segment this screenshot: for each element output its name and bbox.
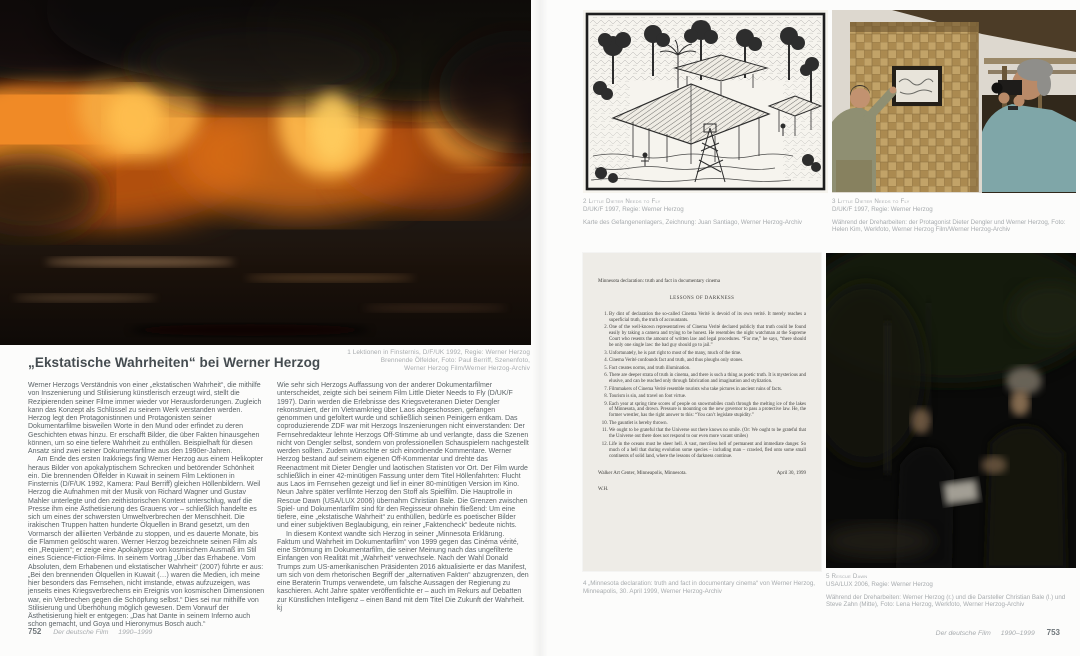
caption-3-description: Während der Dreharbeiten: der Protagonist Dieter Dengler und Werner Herzog, Foto: Helen Kim, Werkfoto, Werner Herzog Film/Werner Herzog-Archiv [832,218,1066,234]
caption-1-line2: Brennende Ölfelder, Foto: Paul Berriff, Szenenfoto, [380,357,530,365]
burning-oilfields-photo [0,0,531,345]
caption-5-description: Während der Dreharbeiten: Werner Herzog (r.) und die Darsteller Christian Bale (l.) und Steve Zahn (Mitte), Foto: Lena Herzog, Werkfoto, Werner Herzog-Archiv [826,593,1066,609]
document-item: 9. Each year at spring time scores of people on snowmobiles crash through the melting ice of the lakes of Minnesota, and drown. Pressure is mounting on the new governor to pass a protective law. He, the former wrestler, has the right answer to this: “You can’t legislate stupidity.” [609,402,806,420]
document-item: 7. Filmmakers of Cinema Verité resemble tourists who take pictures in ancient ruins of facts. [609,387,806,393]
text-column-1 [28,382,265,630]
page-number-753: 753 [1046,628,1060,637]
caption-4-line1: 4 „Minnesota declaration: truth and fact in documentary cinema“ von Werner Herzog, [583,580,816,587]
caption-2-production: D/UK/F 1997, Regie: Werner Herzog [583,205,684,213]
caption-figure-3 [832,198,1078,234]
oil-fire-art [0,0,531,345]
document-footer [598,471,806,476]
caption-5-title: 5 Rescue Dawn [826,573,868,580]
caption-4-line2: Minneapolis, 30. April 1999, Werner Herzog-Archiv [583,587,722,595]
prison-camp-drawing [583,10,828,193]
minnesota-declaration-document [583,253,821,571]
document-title: Minnesota declaration: truth and fact in documentary cinema [598,279,721,284]
book-title: Der deutsche Film [53,629,109,636]
caption-2-description: Karte des Gefangenenlagers, Zeichnung: Juan Santiago, Werner Herzog-Archiv [583,218,802,226]
document-item: 11. We ought to be grateful that the Universe out there knows no smile. (Or: We ought to be grateful that the Universe out there does not respond to our even more vacant smiles) [609,428,806,440]
rescue-dawn-set-photo [826,253,1076,568]
camp-drawing-art [583,10,828,193]
caption-figure-4 [583,580,845,596]
page-number-752: 752 [28,627,42,636]
document-item: 5. Fact creates norms, and truth illumination. [609,366,806,372]
pinned-drawing [892,66,942,106]
page-footer-left [28,627,152,636]
caption-5-production: USA/LUX 2006, Regie: Werner Herzog [826,580,933,588]
document-item: 8. Tourism is sin, and travel on foot virtue. [609,394,806,400]
document-items [598,312,806,459]
caption-figure-2 [583,198,829,226]
document-heading: LESSONS OF DARKNESS [669,296,735,301]
set-photo-art [832,10,1076,193]
article-heading: „Ekstatische Wahrheiten“ bei Werner Herzog [28,355,321,370]
chapter-years: 1990–1999 [118,629,153,636]
caption-1-line1: 1 Lektionen in Finsternis, D/F/UK 1992, Regie: Werner Herzog [347,349,530,356]
dengler-herzog-photo [832,10,1076,193]
rescue-dawn-art [826,253,1076,568]
document-signature: W.H. [598,487,609,493]
document-item: 6. There are deeper strata of truth in cinema, and there is such a thing as poetic truth. It is mysterious and elusive, and can be reached only through fabrication and imagination and stylization. [609,373,806,385]
caption-3-title: 3 Little Dieter Needs to Fly [832,198,910,205]
text-column-2 [277,382,529,630]
document-place: Walker Art Center, Minneapolis, Minnesota. [598,471,687,477]
page-footer-right [936,628,1060,637]
book-title: Der deutsche Film [935,630,991,637]
document-item: 3. Unfortunately, he is part right to most of the many, much of the time. [609,351,806,357]
paragraph: Wie sehr sich Herzogs Auffassung von der anderer Dokumentarfilmer unterscheidet, zeigte sich bei seinem Film Little Dieter Needs to Fly (D/UK/F 1997). Darin werden die Erlebnisse des Kriegsveteranen Dieter Dengler rekonstruiert, der im Vietnamkrieg über Laos abgeschossen, gefangen genommen und gefoltert wurde und schließlich seinen Peinigern entkam. Das coproduzierende ZDF war mit Herzogs Inszenierungen nicht einverstanden: Der Fernsehredakteur lehnte Herzogs Off-Stimme ab und verlangte, dass die Szenen nicht von Dengler selbst, sondern von professionellen Schauspielern nachgestellt werden sollten. Zudem wünschte er sich einordnende Kommentare. Werner Herzog bestand auf seinem eigenen Off-Kommentar und drehte das Reenactment mit Dieter Dengler und laotischen Statisten vor Ort. Der Film wurde schließlich in einer 42-minütigen Fassung unter dem Titel Höllenfahrten: Flucht aus Laos im Fernsehen gezeigt und lief in einer 80-minütigen Version im Kino. Neun Jahre später verfilmte Herzog den Stoff als Spielfilm. Die Hauptrolle in Rescue Dawn (USA/LUX 2006) übernahm Christian Bale. Die Grenzen zwischen Spiel- und Dokumentarfilm sind für den Regisseur ohnehin fließend: Um eine tiefere, eine „ekstatische Wahrheit“ zu enthüllen, bedürfe es poetischer Bilder und einer subjektiven Beglaubigung, ein reiner „Faktencheck“ bedeute nichts. [277,382,529,530]
caption-figure-5 [826,573,1076,609]
chapter-years: 1990–1999 [1000,630,1035,637]
paragraph: Am Ende des ersten Irakkriegs fing Werner Herzog aus einem Helikopter heraus Bilder von apokalyptischem Schrecken und betörender Schönheit ein. Die brennenden Ölfelder in Kuwait in seinem Film Lektionen in Finsternis (D/F/UK 1992, Kamera: Paul Berriff) gleichen Höllenbildern. Weil Herzog die Aufnahmen mit der Musik von Richard Wagner und Gustav Mahler unterlegte und den zeithistorischen Kontext unterschlug, warf die Presse ihm eine Ästhetisierung des Grauens vor – schließlich handelte es sich um eines der schwersten Umweltverbrechen der Menschheit. Die irakischen Truppen hatten hunderte Ölquellen in Brand gesetzt, um den Vormarsch der alliierten Verbände zu stoppen, und es dauerte Monate, bis die Flammen gelöscht waren. Werner Herzog bezeichnete seinen Film als ein „Requiem“; er zeige eine Apokalypse von kosmischem Ausmaß im Stil eines Science-Fiction-Films. In seinem Vortrag „Über das Erhabene. Vom Absoluten, dem Erhabenen und ekstatischer Wahrheit“ (2007) führte er aus: „Bei den brennenden Ölquellen in Kuwait (…) waren die Medien, ich meine hier besonders das Fernsehen, nicht imstande, etwas aufzuzeigen, was jenseits eines Kriegsverbrechens ein Ereignis von kosmischen Dimensionen war, ein Verbrechen gegen die Schöpfung selbst.“ Dies sei nur mithilfe von Stilisierung und Überhöhung möglich gewesen. Dem Vorwurf der Ästhetisierung hielt er entgegen: „Das hat Dante in seinem Inferno auch schon gemacht, und Goya und Hieronymus Bosch auch.“ [28,456,265,629]
document-item: 4. Cinema Verité confounds fact and truth, and thus ploughs only stones. [609,358,806,364]
book-spine [532,0,548,656]
paragraph: In diesem Kontext wandte sich Herzog in seiner „Minnesota Erklärung. Faktum und Wahrheit im Dokumentarfilm“ von 1999 gegen das Cinéma vérité, eine Strömung im Dokumentarfilm, die seiner Meinung nach das ungefilterte Einfangen von Realität mit „Wahrheit“ verwechsele. Nach der Wahl Donald Trumps zum US-amerikanischen Präsidenten 2016 aktualisierte er das Manifest, um sich von dem rhetorischen Begriff der „alternativen Fakten“ abzugrenzen, den eine Beraterin Trumps verwendete, um falsche Aussagen der Regierung zu kaschieren. Acht Jahre später veröffentlichte er – auch im Rekurs auf Debatten zur Künstlichen Intelligenz – einen Band mit dem Titel Die Zukunft der Wahrheit. kj [277,530,529,612]
article-body [28,382,529,630]
paragraph: Werner Herzogs Verständnis von einer „ekstatischen Wahrheit“, die mithilfe von Inszenierung und Stilisierung künstlerisch erzeugt wird, stellt die Rezipierenden seiner Filme immer wieder vor Herausforderungen. Zugleich kann das Konzept als Schlüssel zu seinem Werk verstanden werden. Herzog legt den Protagonistinnen und Protagonisten seiner Dokumentarfilme bisweilen Worte in den Mund oder erfindet zu deren Geschichten etwas hinzu. Er erschafft Bilder, die über Fakten hinausgehen können, um so eine tiefere Wahrheit zu enthüllen. Beispielhaft für diesen Ansatz sind zwei seiner Dokumentarfilme aus den 1990er-Jahren. [28,382,262,455]
caption-2-title: 2 Little Dieter Needs to Fly [583,198,661,205]
document-item: 1. By dint of declaration the so-called Cinema Verité is devoid of its own verité. It merely reaches a superficial truth, the truth of accountants. [609,312,806,324]
caption-3-production: D/UK/F 1997, Regie: Werner Herzog [832,205,933,213]
caption-1-line3: Werner Herzog Film/Werner Herzog-Archiv [404,365,530,373]
document-item: 10. The gauntlet is hereby thrown. [609,421,806,427]
document-item: 12. Life in the oceans must be sheer hell. A vast, merciless hell of permanent and immediate danger. So much of a hell that during evolution some species – including man – crawled, fled onto some small continents of solid land, where the lessons of darkness continue. [609,442,806,460]
document-item: 2. One of the well-known representatives of Cinema Verité declared publicly that truth could be found easily by taking a camera and trying to be honest. He resembles the night watchman at the Supreme Court who resents the amount of written law and legal procedures. “For me,” he says, “there should be only one single law: the bad guy should go to jail.” [609,325,806,349]
document-date: April 30, 1999 [776,471,806,477]
